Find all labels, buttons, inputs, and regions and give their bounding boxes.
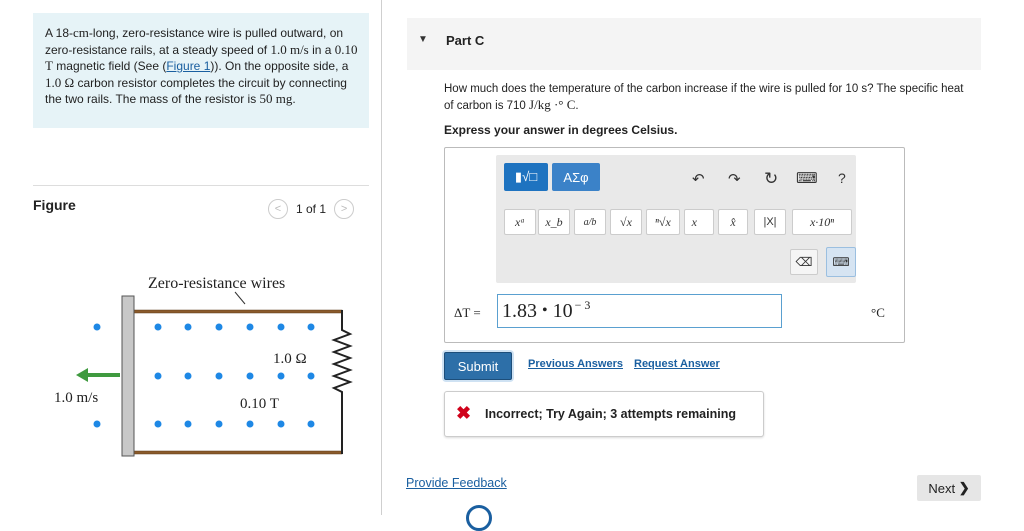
chevron-right-icon: ❯ bbox=[958, 480, 970, 495]
instruction-text: Express your answer in degrees Celsius. bbox=[444, 123, 678, 137]
part-header[interactable] bbox=[407, 18, 981, 70]
field-label: 0.10 T bbox=[240, 396, 279, 412]
chevron-right-icon: > bbox=[340, 203, 348, 215]
times-dot: • bbox=[542, 302, 548, 319]
bottom-rail bbox=[122, 451, 342, 454]
problem-statement-box bbox=[33, 13, 369, 128]
request-answer-link[interactable]: Request Answer bbox=[634, 358, 720, 370]
undo-icon[interactable]: ↶ bbox=[692, 171, 705, 188]
part-title: Part C bbox=[446, 33, 485, 48]
speed-label: 1.0 m/s bbox=[54, 390, 99, 406]
chevron-left-icon: < bbox=[274, 203, 282, 215]
error-x-icon: ✖ bbox=[456, 403, 472, 423]
next-button[interactable]: Next ❯ bbox=[917, 475, 981, 501]
wires-pointer bbox=[235, 292, 245, 304]
answer-mantissa: 1.83 bbox=[502, 299, 537, 322]
answer-unit: °C bbox=[871, 305, 885, 320]
figure-page-count: 1 of 1 bbox=[296, 202, 327, 216]
delete-icon[interactable]: ⌫ bbox=[790, 249, 818, 275]
top-rail bbox=[122, 310, 342, 313]
next-figure-button[interactable] bbox=[334, 199, 354, 219]
vector-button[interactable]: x⃗ bbox=[684, 209, 714, 235]
unit-vector-button[interactable]: x̂ bbox=[718, 209, 748, 235]
abs-button[interactable]: |X| bbox=[754, 209, 786, 235]
subscript-button[interactable]: x_b bbox=[538, 209, 570, 235]
sliding-wire bbox=[122, 296, 134, 456]
templates-button[interactable]: ▮√□ bbox=[504, 163, 548, 191]
prev-figure-button[interactable] bbox=[268, 199, 288, 219]
figure-heading: Figure bbox=[33, 197, 76, 213]
help-icon[interactable]: ? bbox=[838, 170, 846, 186]
problem-text: A 18-cm-long, zero-resistance wire is pulled outward, on zero-resistance rails, at a steady speed of 1.0 m/s in a 0.10 T magnetic field (See (Figure 1)). On the opposite side, a 1.0 Ω carbon resistor completes the circuit by connecting the two rails. The mass of the resistor is 50 mg. bbox=[45, 25, 358, 107]
sqrt-button[interactable]: √x bbox=[610, 209, 642, 235]
superscript-button[interactable]: xᵃ bbox=[504, 209, 536, 235]
symbols-button[interactable]: ΑΣφ bbox=[552, 163, 600, 191]
keyboard-toggle-icon[interactable]: ⌨ bbox=[826, 247, 856, 277]
divider bbox=[33, 185, 369, 186]
fraction-button[interactable]: a/b bbox=[574, 209, 606, 235]
wires-label: Zero-resistance wires bbox=[148, 275, 286, 292]
feedback-message: Incorrect; Try Again; 3 attempts remaining bbox=[485, 407, 736, 421]
answer-variable-label: ΔT = bbox=[454, 305, 481, 320]
resistor-label: 1.0 Ω bbox=[273, 351, 307, 367]
panel-divider bbox=[381, 0, 382, 515]
figure-link[interactable]: Figure 1 bbox=[166, 59, 211, 74]
question-text: How much does the temperature of the carbon increase if the wire is pulled for 10 s? The specific heat of carbon is 710 J/kg ·° C. bbox=[444, 83, 964, 112]
provide-feedback-link[interactable]: Provide Feedback bbox=[406, 476, 507, 490]
submit-button[interactable]: Submit bbox=[444, 352, 512, 380]
collapse-triangle-icon[interactable]: ▼ bbox=[418, 34, 428, 45]
nth-root-button[interactable]: ⁿ√x bbox=[646, 209, 680, 235]
redo-icon[interactable]: ↷ bbox=[728, 171, 741, 188]
pearson-logo-icon bbox=[466, 505, 492, 531]
keyboard-icon[interactable]: ⌨ bbox=[796, 170, 818, 187]
answer-exponent: − 3 bbox=[574, 297, 591, 312]
scientific-notation-button[interactable]: x·10ⁿ bbox=[792, 209, 852, 235]
previous-answers-link[interactable]: Previous Answers bbox=[528, 358, 623, 370]
carbon-resistor bbox=[334, 310, 350, 454]
answer-input[interactable] bbox=[497, 294, 782, 328]
answer-base: 10 bbox=[552, 299, 573, 322]
reset-icon[interactable]: ↻ bbox=[764, 169, 779, 188]
circuit-figure bbox=[40, 270, 360, 470]
math-toolbar bbox=[496, 155, 856, 283]
figure-pager bbox=[268, 199, 354, 219]
arrowhead bbox=[76, 368, 88, 382]
